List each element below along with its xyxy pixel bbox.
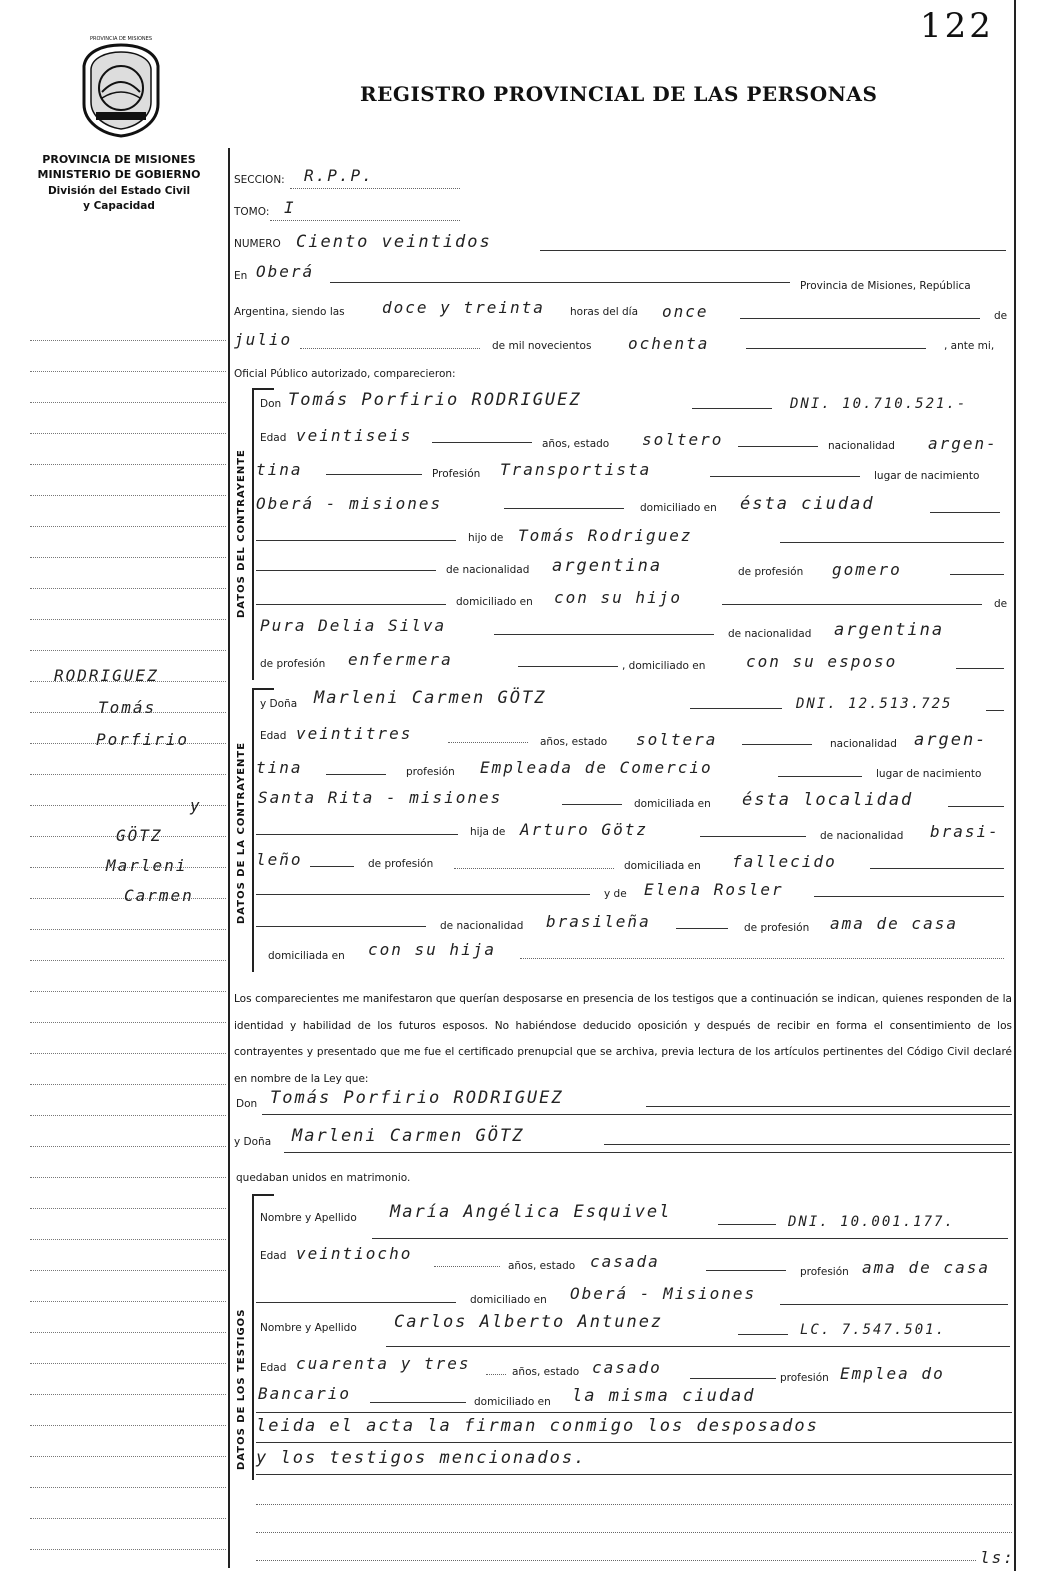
seal-text: PROVINCIA DE MISIONES bbox=[90, 36, 152, 42]
bride-lugar-label: lugar de nacimiento bbox=[876, 768, 982, 780]
bride-lugar-nac: Santa Rita - misiones bbox=[258, 788, 503, 807]
margin-rule bbox=[30, 1022, 226, 1023]
margin-rule bbox=[30, 1115, 226, 1116]
numero-label: NUMERO bbox=[234, 238, 281, 250]
bottom-mark: ls: bbox=[980, 1548, 1015, 1567]
groom-dom-label: domiciliado en bbox=[640, 502, 717, 514]
w1-estado: casada bbox=[590, 1252, 660, 1271]
groom-section-label: DATOS DEL CONTRAYENTE bbox=[236, 449, 247, 618]
bride-nac-label: nacionalidad bbox=[830, 738, 897, 750]
groom-nac-a: argen- bbox=[928, 434, 998, 453]
groom-padre-dom-label: domiciliado en bbox=[456, 596, 533, 608]
province-seal bbox=[80, 42, 162, 138]
margin-rule bbox=[30, 1394, 226, 1395]
bride-name: Marleni Carmen GÖTZ bbox=[314, 688, 547, 708]
margin-rule bbox=[30, 1053, 226, 1054]
margin-rule bbox=[30, 619, 226, 620]
groom-domicilio: ésta ciudad bbox=[740, 494, 875, 514]
hora-value: doce y treinta bbox=[382, 298, 545, 317]
w2-domicilio: la misma ciudad bbox=[572, 1386, 756, 1406]
quedaban-label: quedaban unidos en matrimonio. bbox=[236, 1172, 411, 1184]
margin-rule bbox=[30, 1301, 226, 1302]
seccion-label: SECCION: bbox=[234, 174, 285, 186]
margin-rule bbox=[30, 588, 226, 589]
margin-rule bbox=[30, 960, 226, 961]
bride-edad-label: Edad bbox=[260, 730, 287, 742]
groom-y-de: de bbox=[994, 598, 1008, 610]
w1-profesion: ama de casa bbox=[862, 1258, 990, 1277]
w1-name-label: Nombre y Apellido bbox=[260, 1212, 357, 1224]
groom-name: Tomás Porfirio RODRIGUEZ bbox=[288, 390, 582, 410]
margin-rule bbox=[30, 1270, 226, 1271]
groom-padre-prof-label: de profesión bbox=[738, 566, 804, 578]
margin-rule bbox=[30, 1456, 226, 1457]
groom-padre-nac: argentina bbox=[552, 556, 663, 576]
anio-value: ochenta bbox=[628, 334, 710, 353]
closing-line-2: y los testigos mencionados. bbox=[256, 1448, 587, 1468]
w2-edad-label: Edad bbox=[260, 1362, 287, 1374]
declared-don: Tomás Porfirio RODRIGUEZ bbox=[270, 1088, 564, 1108]
margin-rule bbox=[30, 340, 226, 341]
groom-profesion: Transportista bbox=[500, 460, 652, 479]
bride-nac-b: tina bbox=[256, 758, 303, 777]
margin-rule bbox=[30, 774, 226, 775]
mes-value: julio bbox=[234, 330, 293, 349]
page-number: 122 bbox=[920, 6, 994, 46]
margin-rule bbox=[30, 557, 226, 558]
margin-rule bbox=[30, 1549, 226, 1550]
w2-estado-label: años, estado bbox=[512, 1366, 580, 1378]
margin-note-line-5: GÖTZ bbox=[116, 826, 163, 845]
bride-prof-label: profesión bbox=[406, 766, 455, 778]
margin-rule bbox=[30, 495, 226, 496]
margin-rule bbox=[30, 1518, 226, 1519]
oficial-label: Oficial Público autorizado, comparecieron: bbox=[234, 368, 456, 380]
margin-rule bbox=[30, 464, 226, 465]
groom-dni: DNI. 10.710.521.- bbox=[790, 396, 968, 412]
groom-padre-nac-label: de nacionalidad bbox=[446, 564, 530, 576]
bride-profesion: Empleada de Comercio bbox=[480, 758, 713, 777]
w2-estado: casado bbox=[592, 1358, 662, 1377]
margin-rule bbox=[30, 1487, 226, 1488]
margin-rule bbox=[30, 371, 226, 372]
groom-lugar-label: lugar de nacimiento bbox=[874, 470, 980, 482]
bride-madre: Elena Rosler bbox=[644, 880, 784, 899]
closing-line-1: leida el acta la firman conmigo los desposados bbox=[256, 1416, 819, 1436]
w2-name-label: Nombre y Apellido bbox=[260, 1322, 357, 1334]
margin-note-line-3: Porfirio bbox=[96, 730, 190, 749]
groom-madre-nac-label: de nacionalidad bbox=[728, 628, 812, 640]
provincia-label: Provincia de Misiones, República bbox=[800, 280, 971, 292]
margin-rule bbox=[30, 1208, 226, 1209]
bride-estado: soltera bbox=[636, 730, 718, 749]
groom-hijo-label: hijo de bbox=[468, 532, 504, 544]
groom-don-label: Don bbox=[260, 398, 282, 410]
groom-padre: Tomás Rodriguez bbox=[518, 526, 693, 545]
margin-note-line-4: y bbox=[190, 796, 202, 815]
bride-dom-label: domiciliada en bbox=[634, 798, 711, 810]
dia-value: once bbox=[662, 302, 709, 321]
declared-don-label: Don bbox=[236, 1098, 258, 1110]
w2-dom-label: domiciliado en bbox=[474, 1396, 551, 1408]
margin-rule bbox=[30, 1363, 226, 1364]
w2-profesion-b: Bancario bbox=[258, 1384, 352, 1403]
margin-rule bbox=[30, 526, 226, 527]
argentina-label: Argentina, siendo las bbox=[234, 306, 345, 318]
w2-dni: LC. 7.547.501. bbox=[800, 1322, 947, 1338]
bride-madre-dom: con su hija bbox=[368, 940, 496, 959]
tomo-label: TOMO: bbox=[234, 206, 270, 218]
bride-madre-prof-label: de profesión bbox=[744, 922, 810, 934]
margin-note-line-7: Carmen bbox=[124, 886, 194, 905]
margin-note-line-6: Marleni bbox=[106, 856, 188, 875]
margin-note-line-1: RODRIGUEZ bbox=[54, 666, 159, 685]
groom-nac-b: tina bbox=[256, 460, 303, 479]
bride-padre-nac-label: de nacionalidad bbox=[820, 830, 904, 842]
margin-rule bbox=[30, 402, 226, 403]
bride-padre-nac-a: brasi- bbox=[930, 822, 1000, 841]
w1-dni: DNI. 10.001.177. bbox=[788, 1214, 955, 1230]
seccion-value: R.P.P. bbox=[304, 166, 374, 185]
numero-value: Ciento veintidos bbox=[296, 232, 492, 252]
w1-edad-label: Edad bbox=[260, 1250, 287, 1262]
ministry-header bbox=[16, 152, 222, 214]
groom-madre-dom-label: , domiciliado en bbox=[622, 660, 706, 672]
margin-rule bbox=[30, 991, 226, 992]
page-title: REGISTRO PROVINCIAL DE LAS PERSONAS bbox=[360, 82, 878, 106]
margin-rule bbox=[30, 1425, 226, 1426]
groom-madre-dom: con su esposo bbox=[746, 652, 898, 671]
groom-edad: veintiseis bbox=[296, 426, 413, 445]
w1-dom-label: domiciliado en bbox=[470, 1294, 547, 1306]
groom-madre-prof-label: de profesión bbox=[260, 658, 326, 670]
ante-mi-label: , ante mi, bbox=[944, 340, 995, 352]
groom-madre: Pura Delia Silva bbox=[260, 616, 447, 635]
margin-rule bbox=[30, 929, 226, 930]
groom-madre-prof: enfermera bbox=[348, 650, 453, 669]
groom-lugar-nac: Oberá - misiones bbox=[256, 494, 443, 513]
bride-estado-label: años, estado bbox=[540, 736, 608, 748]
division-label-2: y Capacidad bbox=[83, 200, 155, 212]
de-label: de bbox=[994, 310, 1008, 322]
w2-profesion-a: Emplea do bbox=[840, 1364, 945, 1383]
tomo-value: I bbox=[284, 198, 296, 217]
bride-padre: Arturo Götz bbox=[520, 820, 648, 839]
groom-estado-label: años, estado bbox=[542, 438, 610, 450]
groom-padre-prof: gomero bbox=[832, 560, 902, 579]
w2-prof-label: profesión bbox=[780, 1372, 829, 1384]
bride-dona-label: y Doña bbox=[260, 698, 298, 710]
w2-edad: cuarenta y tres bbox=[296, 1354, 471, 1373]
groom-estado: soltero bbox=[642, 430, 724, 449]
witness-bracket bbox=[252, 1194, 274, 1480]
groom-prof-label: Profesión bbox=[432, 468, 481, 480]
bride-madre-prof: ama de casa bbox=[830, 914, 958, 933]
w1-edad: veintiocho bbox=[296, 1244, 413, 1263]
bride-nac-a: argen- bbox=[914, 730, 988, 750]
margin-rule bbox=[30, 650, 226, 651]
margin-rule bbox=[30, 1146, 226, 1147]
lugar-value: Oberá bbox=[256, 262, 315, 281]
bride-padre-nac-b: leño bbox=[256, 850, 303, 869]
right-border bbox=[1014, 0, 1016, 1571]
ministry-label: MINISTERIO DE GOBIERNO bbox=[37, 168, 201, 181]
witness-section-label: DATOS DE LOS TESTIGOS bbox=[236, 1308, 247, 1470]
groom-nac-label: nacionalidad bbox=[828, 440, 895, 452]
division-label-1: División del Estado Civil bbox=[47, 185, 191, 197]
bride-hija-label: hija de bbox=[470, 826, 506, 838]
left-border bbox=[228, 148, 230, 1568]
horas-label: horas del día bbox=[570, 306, 639, 318]
bride-edad: veintitres bbox=[296, 724, 413, 743]
groom-edad-label: Edad bbox=[260, 432, 287, 444]
bride-dni: DNI. 12.513.725 bbox=[796, 696, 953, 712]
bride-madre-nac: brasileña bbox=[546, 912, 651, 931]
groom-padre-dom: con su hijo bbox=[554, 588, 682, 607]
w1-domicilio: Oberá - Misiones bbox=[570, 1284, 757, 1303]
margin-rule bbox=[30, 1084, 226, 1085]
bride-padre-dom-label: domiciliada en bbox=[624, 860, 701, 872]
margin-rule bbox=[30, 433, 226, 434]
w1-name: María Angélica Esquivel bbox=[390, 1202, 672, 1222]
margin-note-line-2: Tomás bbox=[98, 698, 157, 717]
margin-rule bbox=[30, 1332, 226, 1333]
groom-madre-nac: argentina bbox=[834, 620, 945, 640]
declaration-paragraph: Los comparecientes me manifestaron que querían desposarse en presencia de los testigos que a continuación se indican, quienes responden de la identidad y habilidad de los futuros esposos. No habiéndose deducido oposición y después de recibir en forma el consentimiento de los contrayentes y presentado que me fue el certificado prenupcial que se archiva, previa lectura de los artículos pertinentes del Código Civil declaré en nombre de la Ley que: bbox=[234, 993, 1012, 1085]
bride-madre-nac-label: de nacionalidad bbox=[440, 920, 524, 932]
declared-dona-label: y Doña bbox=[234, 1136, 272, 1148]
declared-dona: Marleni Carmen GÖTZ bbox=[292, 1126, 525, 1146]
bride-section-label: DATOS DE LA CONTRAYENTE bbox=[236, 741, 247, 924]
en-label: En bbox=[234, 270, 248, 282]
province-label: PROVINCIA DE MISIONES bbox=[42, 153, 196, 166]
de-mil-label: de mil novecientos bbox=[492, 340, 592, 352]
bride-padre-prof-label: de profesión bbox=[368, 858, 434, 870]
bride-domicilio: ésta localidad bbox=[742, 790, 914, 810]
w1-prof-label: profesión bbox=[800, 1266, 849, 1278]
margin-rule bbox=[30, 1239, 226, 1240]
bride-padre-dom: fallecido bbox=[732, 852, 837, 871]
margin-rule bbox=[30, 1177, 226, 1178]
bride-y-de-label: y de bbox=[604, 888, 627, 900]
bride-madre-dom-label: domiciliada en bbox=[268, 950, 345, 962]
w1-estado-label: años, estado bbox=[508, 1260, 576, 1272]
w2-name: Carlos Alberto Antunez bbox=[394, 1312, 664, 1332]
